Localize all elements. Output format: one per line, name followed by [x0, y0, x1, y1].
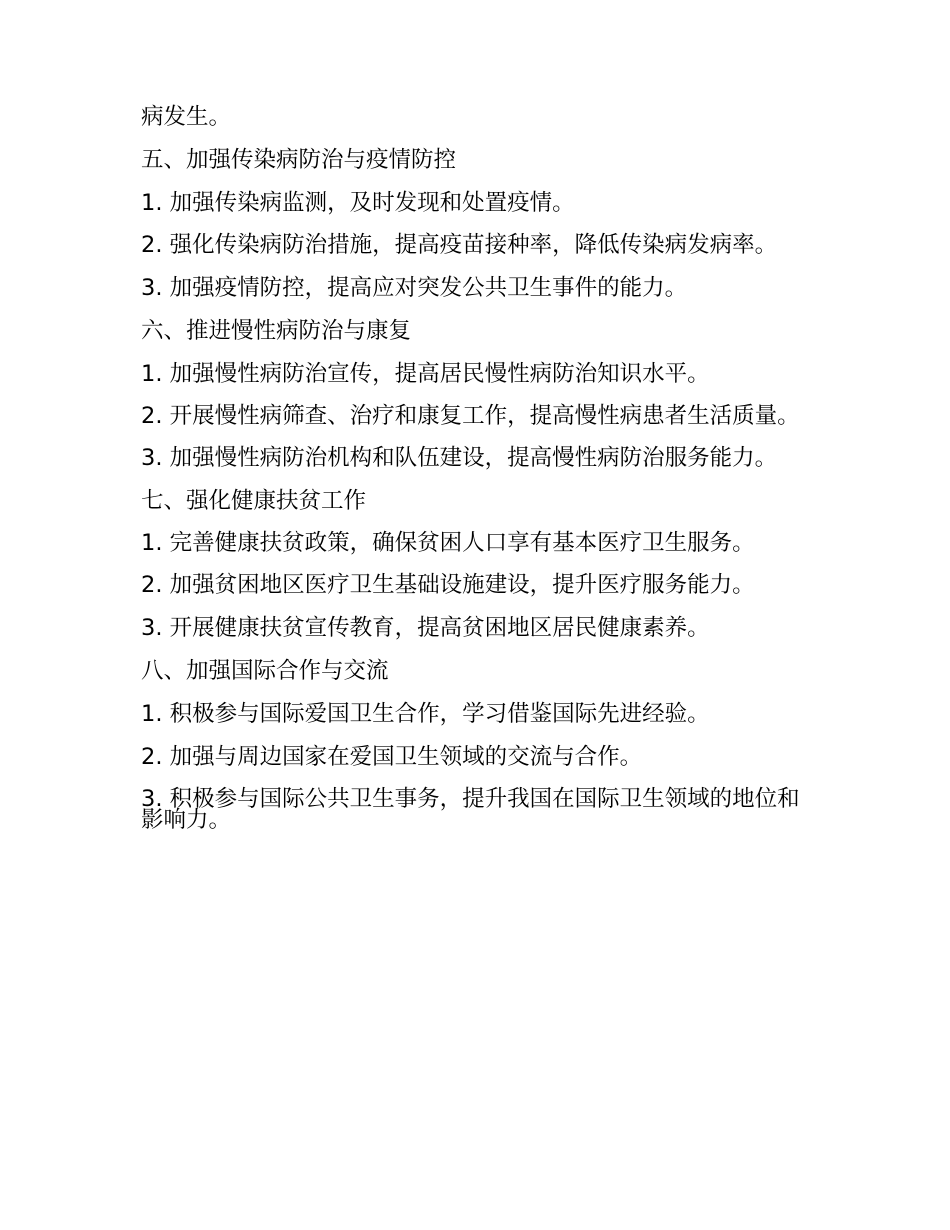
list-item: 1. 加强传染病监测，及时发现和处置疫情。: [141, 190, 575, 216]
section-heading-7: 七、强化健康扶贫工作: [141, 488, 367, 514]
list-item: 3. 积极参与国际公共卫生事务，提升我国在国际卫生领域的地位和影响力。: [141, 786, 800, 833]
list-item: 3. 开展健康扶贫宣传教育，提高贫困地区居民健康素养。: [141, 615, 710, 641]
list-item: 1. 加强慢性病防治宣传，提高居民慢性病防治知识水平。: [141, 361, 710, 387]
list-item: 2. 开展慢性病筛查、治疗和康复工作，提高慢性病患者生活质量。: [141, 403, 800, 429]
list-item: 3. 加强慢性病防治机构和队伍建设，提高慢性病防治服务能力。: [141, 445, 778, 471]
list-item: 3. 加强疫情防控，提高应对突发公共卫生事件的能力。: [141, 275, 688, 301]
section-heading-6: 六、推进慢性病防治与康复: [141, 318, 412, 344]
paragraph-continuation: 病发生。: [141, 104, 232, 130]
list-item: 1. 积极参与国际爱国卫生合作，学习借鉴国际先进经验。: [141, 701, 710, 727]
document-body: [141, 106, 801, 852]
section-heading-5: 五、加强传染病防治与疫情防控: [141, 147, 457, 173]
section-heading-8: 八、加强国际合作与交流: [141, 658, 389, 684]
list-item: 2. 加强贫困地区医疗卫生基础设施建设，提升医疗服务能力。: [141, 572, 755, 598]
list-item: 1. 完善健康扶贫政策，确保贫困人口享有基本医疗卫生服务。: [141, 530, 755, 556]
list-item: 2. 强化传染病防治措施，提高疫苗接种率，降低传染病发病率。: [141, 232, 778, 258]
list-item: 2. 加强与周边国家在爱国卫生领域的交流与合作。: [141, 744, 643, 770]
